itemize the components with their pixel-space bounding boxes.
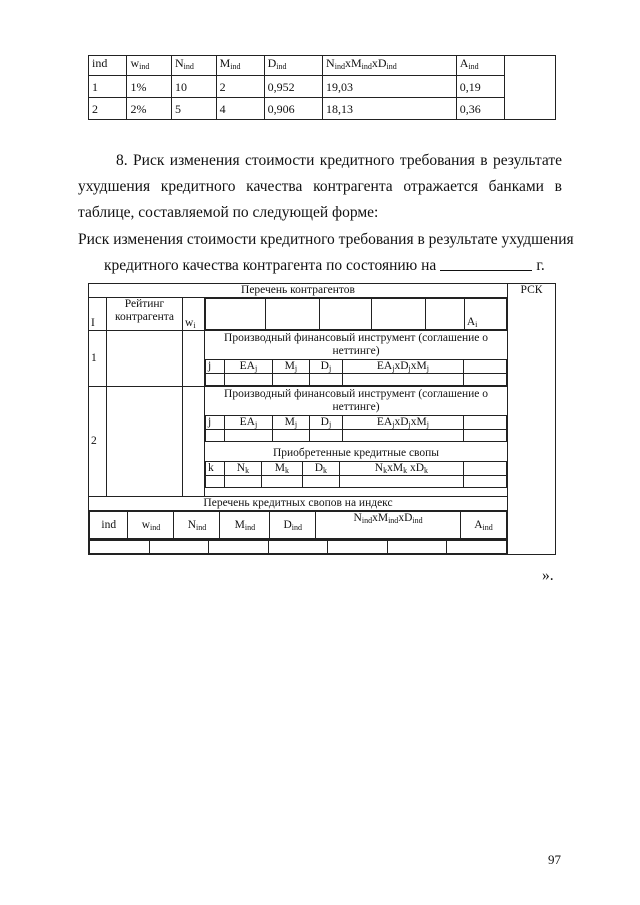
- row1-derivative-block: [205, 331, 508, 387]
- col-ind: ind: [90, 512, 128, 539]
- row1-label: 1: [89, 331, 107, 387]
- col-a-label: $A_i$: [464, 299, 506, 330]
- counterparties-header: Перечень контрагентов: [89, 284, 508, 298]
- col-w-label: $w_i$: [183, 298, 205, 331]
- col-product-ind: $N_{ind}xM_{ind}xD_{ind}$: [316, 512, 461, 539]
- row2-label: 2: [89, 387, 107, 497]
- form-title-line2: кредитного качества контрагента по состоянию на г.: [104, 257, 545, 274]
- row2-w: [183, 387, 205, 497]
- paragraph-8: 8. Риск изменения стоимости кредитного требования в результате ухудшения кредитного качества контрагента отражается банками в таблице, составляемой по следующей форме:: [78, 152, 562, 221]
- empty-header-grid: [205, 298, 508, 331]
- form-title-line1: Риск изменения стоимости кредитного требования в результате ухудшения: [78, 231, 574, 248]
- header-n-ind: $N_{ind}$: [172, 56, 217, 76]
- col-d: $D_j$: [309, 360, 342, 374]
- header-m-ind: $M_{ind}$: [216, 56, 264, 76]
- cell: 1: [89, 76, 127, 98]
- derivative-header: Производный финансовый инструмент (соглашение о неттинге): [224, 332, 488, 357]
- table-row: [89, 98, 556, 120]
- header-d-ind: $D_{ind}$: [264, 56, 322, 76]
- header-ind: ind: [89, 56, 127, 76]
- cell: 2: [216, 76, 264, 98]
- derivative-header: Производный финансовый инструмент (соглашение о неттинге): [224, 388, 488, 413]
- col-ea-product: $EA_jxD_jxM_j$: [342, 416, 463, 430]
- col-m: $M_j$: [272, 416, 309, 430]
- row1-rating: [107, 331, 183, 387]
- col-rating-label: Рейтинг контрагента: [107, 298, 183, 331]
- header-product: $N_{ind}xM_{ind}xD_{ind}$: [323, 56, 457, 76]
- col-d: $D_j$: [309, 416, 342, 430]
- purchased-swaps-header: Приобретенные кредитные свопы: [272, 447, 440, 459]
- empty-column: [505, 56, 556, 120]
- page-number: 97: [548, 852, 561, 867]
- cell: 10: [172, 76, 217, 98]
- col-ea: $EA_j$: [225, 360, 273, 374]
- col-j: j: [206, 416, 225, 430]
- index-swaps-values-table: [88, 55, 556, 120]
- table-row: [89, 76, 556, 98]
- col-d-ind: $D_{ind}$: [270, 512, 316, 539]
- index-empty-row: [89, 540, 508, 555]
- closing-quote: ».: [542, 567, 554, 584]
- cell: 19,03: [323, 76, 457, 98]
- col-ea-product: $EA_jxD_jxM_j$: [342, 360, 463, 374]
- col-m: $M_j$: [272, 360, 309, 374]
- row2-rating: [107, 387, 183, 497]
- header-a-ind: $A_{ind}$: [456, 56, 504, 76]
- cell: 0,36: [456, 98, 504, 120]
- col-nk: $N_k$: [225, 462, 262, 476]
- row2-derivative-block: [205, 387, 508, 497]
- header-w-ind: $w_{ind}$: [127, 56, 172, 76]
- col-i-label: I: [89, 298, 107, 331]
- col-mk: $M_k$: [261, 462, 302, 476]
- index-cols-block: [89, 511, 508, 540]
- cell: 0,906: [264, 98, 322, 120]
- rsk-header: РСК: [508, 284, 556, 555]
- cell: 2: [89, 98, 127, 120]
- col-ea: $EA_j$: [225, 416, 273, 430]
- cell: 1%: [127, 76, 172, 98]
- col-w-ind: $w_{ind}$: [128, 512, 174, 539]
- cell: 18,13: [323, 98, 457, 120]
- cell: 5: [172, 98, 217, 120]
- cell: 4: [216, 98, 264, 120]
- col-a-ind: $A_{ind}$: [460, 512, 506, 539]
- cell: 2%: [127, 98, 172, 120]
- col-dk: $D_k$: [302, 462, 339, 476]
- col-j: j: [206, 360, 225, 374]
- cell: 0,19: [456, 76, 504, 98]
- col-nk-product: $N_kxM_k$ $xD_k$: [339, 462, 463, 476]
- date-blank: [440, 256, 532, 271]
- col-n-ind: $N_{ind}$: [174, 512, 220, 539]
- cell: 0,952: [264, 76, 322, 98]
- index-swaps-header: Перечень кредитных свопов на индекс: [89, 497, 508, 511]
- col-m-ind: $M_{ind}$: [220, 512, 270, 539]
- form-table: [88, 283, 556, 555]
- row1-w: [183, 331, 205, 387]
- col-k: k: [206, 462, 225, 476]
